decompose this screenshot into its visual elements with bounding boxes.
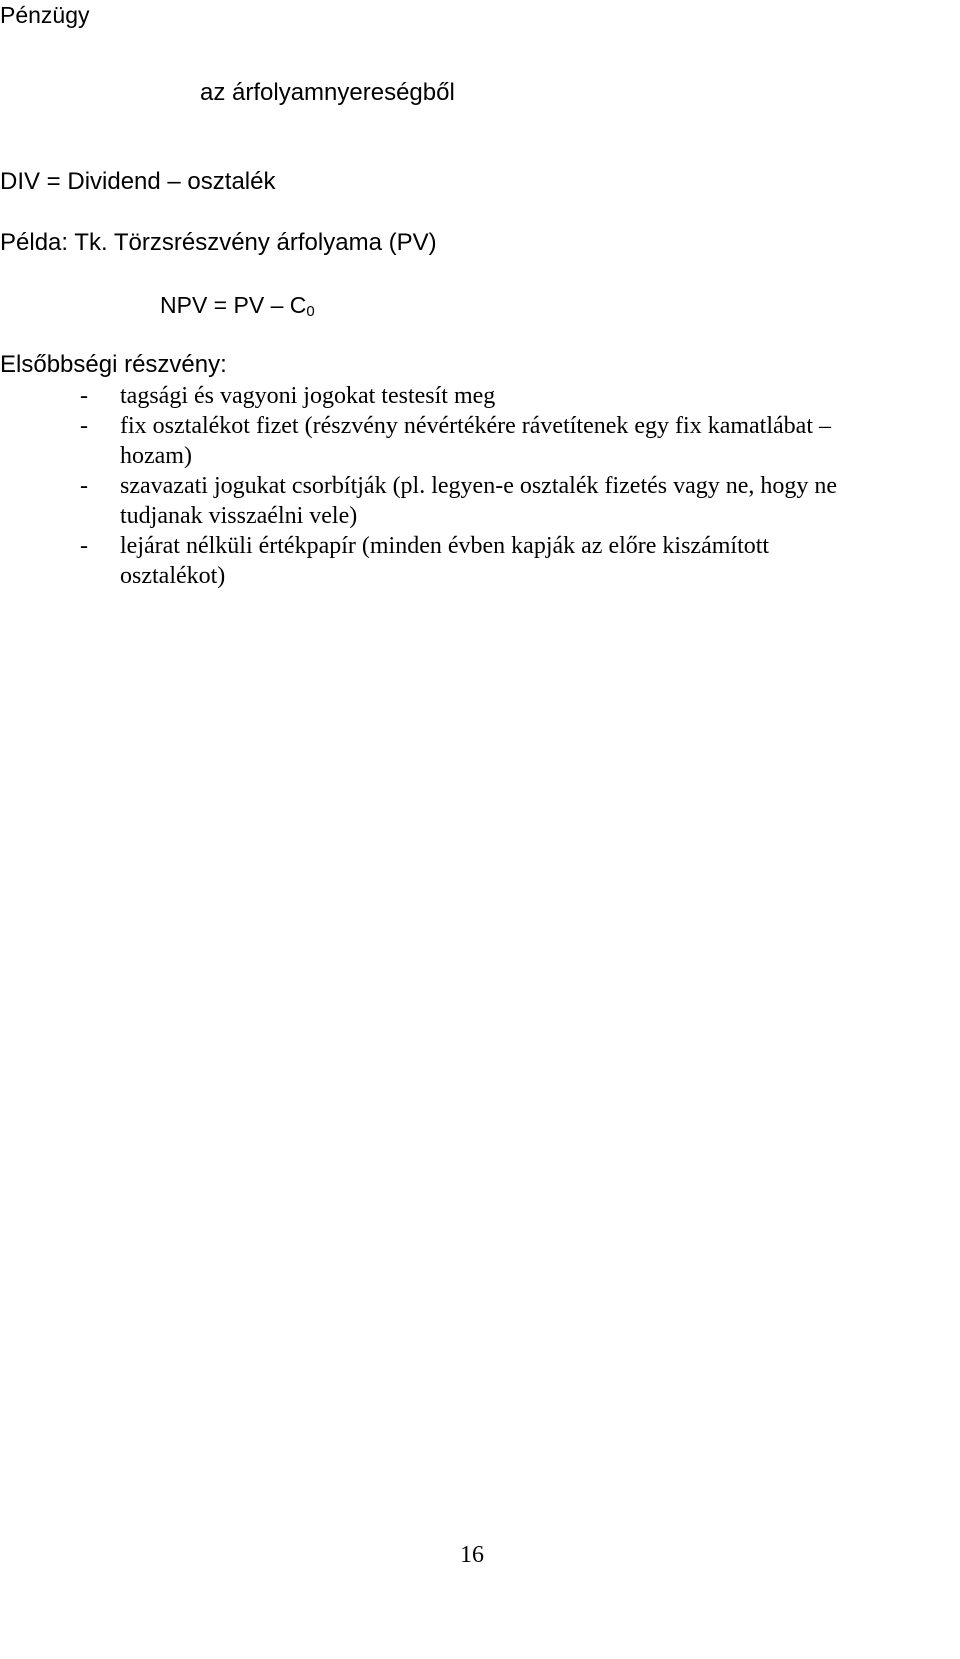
page-number: 16 [460, 1542, 484, 1568]
page-header-title: Pénzügy [0, 2, 90, 28]
bullet-1-line-1: tagsági és vagyoni jogokat testesít meg [120, 383, 496, 409]
bullet-dash: - [80, 473, 88, 499]
bullet-dash: - [80, 533, 88, 559]
text-line-div-definition: DIV = Dividend – osztalék [0, 168, 276, 195]
text-line-arfolyamnyereseg: az árfolyamnyereségből [200, 79, 455, 106]
text-line-example: Példa: Tk. Törzsrészvény árfolyama (PV) [0, 229, 437, 256]
npv-formula [160, 290, 315, 327]
bullet-3-line-1: szavazati jogukat csorbítják (pl. legyen-e osztalék fizetés vagy ne, hogy ne [120, 473, 838, 499]
bullet-3-line-2: tudjanak visszaélni vele) [120, 503, 358, 529]
bullet-2-line-2: hozam) [120, 443, 192, 469]
npv-formula-subscript: 0 [306, 303, 315, 320]
bullet-dash: - [80, 383, 88, 409]
bullet-4-line-1: lejárat nélküli értékpapír (minden évben kapják az előre kiszámított [120, 533, 770, 559]
npv-formula-main: NPV = PV – C [160, 292, 307, 318]
preferred-stock-title: Elsőbbségi részvény: [0, 351, 227, 378]
bullet-2-line-1: fix osztalékot fizet (részvény névértékére rávetítenek egy fix kamatlábat – [120, 413, 831, 439]
bullet-dash: - [80, 413, 88, 439]
bullet-4-line-2: osztalékot) [120, 563, 226, 589]
